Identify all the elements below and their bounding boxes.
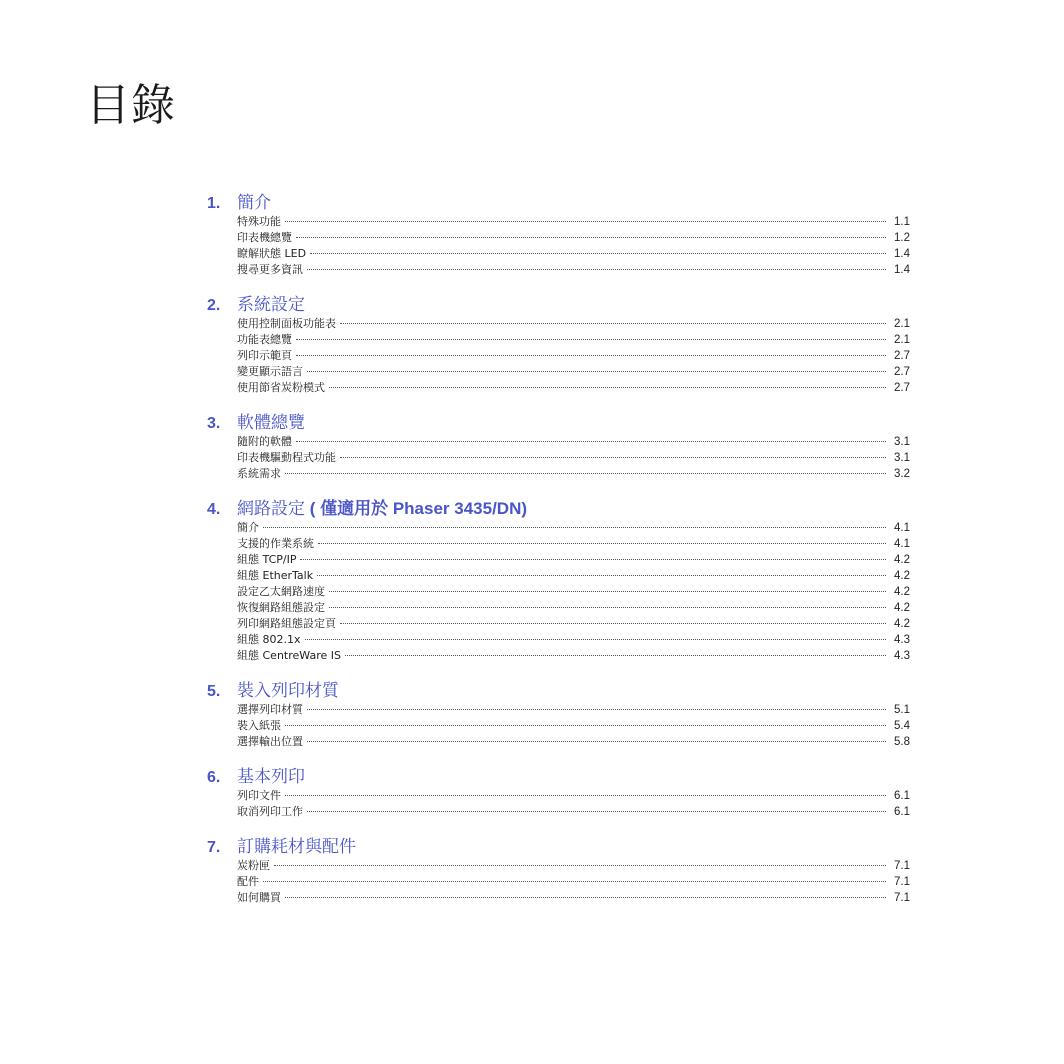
entry-page-number: 1.2 xyxy=(894,232,910,244)
entry-label: 系統需求 xyxy=(237,467,281,480)
dot-leader xyxy=(296,355,886,356)
entry-page-number: 1.1 xyxy=(894,216,910,228)
entry-label: 印表機驅動程式功能 xyxy=(237,451,336,464)
toc-entry[interactable] xyxy=(237,466,910,482)
toc-entry[interactable] xyxy=(237,348,910,364)
entry-page-number: 4.1 xyxy=(894,538,910,550)
entry-label: 變更顯示語言 xyxy=(237,365,303,378)
chapter-title-text: 網路設定 xyxy=(237,499,305,519)
chapter-title: 簡介 xyxy=(237,193,271,213)
dot-leader xyxy=(318,543,886,544)
entry-label: 列印網路組態設定頁 xyxy=(237,617,336,630)
dot-leader xyxy=(307,371,886,372)
dot-leader xyxy=(340,323,886,324)
entry-page-number: 4.1 xyxy=(894,522,910,534)
entry-page-number: 3.1 xyxy=(894,436,910,448)
toc-entry[interactable] xyxy=(237,702,910,718)
dot-leader xyxy=(307,709,886,710)
dot-leader xyxy=(307,811,886,812)
toc-entry[interactable] xyxy=(237,520,910,536)
toc-entry[interactable] xyxy=(237,332,910,348)
chapter-number: 5. xyxy=(207,683,221,700)
chapter-heading[interactable] xyxy=(207,680,910,702)
dot-leader xyxy=(285,473,886,474)
entry-page-number: 3.2 xyxy=(894,468,910,480)
dot-leader xyxy=(263,527,886,528)
entry-page-number: 6.1 xyxy=(894,806,910,818)
dot-leader xyxy=(340,623,886,624)
entry-label: 瞭解狀態 LED xyxy=(237,247,307,260)
toc-entry[interactable] xyxy=(237,380,910,396)
entry-page-number: 5.1 xyxy=(894,704,910,716)
chapter-title xyxy=(237,498,527,520)
chapter-4 xyxy=(207,498,910,664)
entry-label: 裝入紙張 xyxy=(237,719,281,732)
dot-leader xyxy=(296,339,886,340)
entry-page-number: 6.1 xyxy=(894,790,910,802)
chapter-title: 訂購耗材與配件 xyxy=(237,837,356,857)
entry-page-number: 5.8 xyxy=(894,736,910,748)
chapter-heading[interactable] xyxy=(207,192,910,214)
toc-entry[interactable] xyxy=(237,734,910,750)
toc-entry[interactable] xyxy=(237,648,910,664)
entry-page-number: 4.2 xyxy=(894,570,910,582)
dot-leader xyxy=(296,441,886,442)
entry-label: 配件 xyxy=(237,875,259,888)
toc-entry[interactable] xyxy=(237,616,910,632)
dot-leader xyxy=(274,865,886,866)
dot-leader xyxy=(285,897,886,898)
entry-label: 設定乙太網路速度 xyxy=(237,585,325,598)
entry-label: 組態 CentreWare IS xyxy=(237,649,341,662)
dot-leader xyxy=(329,591,886,592)
toc-entry[interactable] xyxy=(237,788,910,804)
dot-leader xyxy=(300,559,886,560)
toc-entry[interactable] xyxy=(237,434,910,450)
entry-label: 簡介 xyxy=(237,521,259,534)
dot-leader xyxy=(296,237,886,238)
chapter-number: 2. xyxy=(207,297,221,314)
toc-entry[interactable] xyxy=(237,450,910,466)
entry-page-number: 2.7 xyxy=(894,350,910,362)
chapter-heading[interactable] xyxy=(207,294,910,316)
entry-page-number: 4.2 xyxy=(894,554,910,566)
toc-entry[interactable] xyxy=(237,364,910,380)
entry-label: 支援的作業系統 xyxy=(237,537,314,550)
page-title: 目錄 xyxy=(86,80,176,131)
toc-entry[interactable] xyxy=(237,316,910,332)
entry-page-number: 1.4 xyxy=(894,248,910,260)
chapter-2 xyxy=(207,294,910,396)
entry-label: 炭粉匣 xyxy=(237,859,270,872)
toc-entry[interactable] xyxy=(237,600,910,616)
entry-label: 特殊功能 xyxy=(237,215,281,228)
chapter-number: 6. xyxy=(207,769,221,786)
chapter-heading[interactable] xyxy=(207,836,910,858)
entry-page-number: 2.7 xyxy=(894,366,910,378)
entry-page-number: 7.1 xyxy=(894,876,910,888)
entry-label: 選擇列印材質 xyxy=(237,703,303,716)
entry-page-number: 2.1 xyxy=(894,318,910,330)
chapter-title: 系統設定 xyxy=(237,295,305,315)
table-of-contents xyxy=(207,192,910,922)
dot-leader xyxy=(285,221,886,222)
entry-page-number: 4.2 xyxy=(894,618,910,630)
dot-leader xyxy=(307,269,886,270)
chapter-title: 基本列印 xyxy=(237,767,305,787)
chapter-3 xyxy=(207,412,910,482)
chapter-heading[interactable] xyxy=(207,498,910,520)
chapter-1 xyxy=(207,192,910,278)
toc-entry[interactable] xyxy=(237,214,910,230)
entry-page-number: 7.1 xyxy=(894,860,910,872)
chapter-title-suffix: ( 僅適用於 Phaser 3435/DN) xyxy=(305,499,528,518)
dot-leader xyxy=(307,741,886,742)
entry-label: 組態 802.1x xyxy=(237,633,301,646)
entry-page-number: 3.1 xyxy=(894,452,910,464)
entry-label: 如何購買 xyxy=(237,891,281,904)
chapter-7 xyxy=(207,836,910,906)
toc-entry[interactable] xyxy=(237,718,910,734)
entry-label: 功能表總覽 xyxy=(237,333,292,346)
toc-entry[interactable] xyxy=(237,262,910,278)
entry-label: 選擇輸出位置 xyxy=(237,735,303,748)
chapter-number: 3. xyxy=(207,415,221,432)
dot-leader xyxy=(305,639,887,640)
entry-page-number: 4.3 xyxy=(894,650,910,662)
entry-page-number: 5.4 xyxy=(894,720,910,732)
toc-entry[interactable] xyxy=(237,804,910,820)
chapter-5 xyxy=(207,680,910,750)
entry-label: 使用控制面板功能表 xyxy=(237,317,336,330)
dot-leader xyxy=(345,655,886,656)
dot-leader xyxy=(317,575,886,576)
toc-entry[interactable] xyxy=(237,552,910,568)
toc-entry[interactable] xyxy=(237,568,910,584)
entry-label: 搜尋更多資訊 xyxy=(237,263,303,276)
chapter-number: 1. xyxy=(207,195,221,212)
entry-page-number: 4.3 xyxy=(894,634,910,646)
chapter-6 xyxy=(207,766,910,820)
chapter-heading[interactable] xyxy=(207,766,910,788)
entry-page-number: 4.2 xyxy=(894,602,910,614)
dot-leader xyxy=(329,607,886,608)
chapter-title: 軟體總覽 xyxy=(237,413,305,433)
toc-entry[interactable] xyxy=(237,246,910,262)
entry-label: 組態 TCP/IP xyxy=(237,553,297,566)
entry-label: 列印文件 xyxy=(237,789,281,802)
entry-label: 使用節省炭粉模式 xyxy=(237,381,325,394)
toc-entry[interactable] xyxy=(237,536,910,552)
entry-label: 恢復網路組態設定 xyxy=(237,601,325,614)
dot-leader xyxy=(285,795,886,796)
entry-page-number: 7.1 xyxy=(894,892,910,904)
entry-label: 印表機總覽 xyxy=(237,231,292,244)
dot-leader xyxy=(340,457,886,458)
entry-label: 列印示範頁 xyxy=(237,349,292,362)
toc-entry[interactable] xyxy=(237,230,910,246)
entry-page-number: 4.2 xyxy=(894,586,910,598)
entry-label: 隨附的軟體 xyxy=(237,435,292,448)
dot-leader xyxy=(285,725,886,726)
chapter-title: 裝入列印材質 xyxy=(237,681,339,701)
toc-entry[interactable] xyxy=(237,632,910,648)
entry-page-number: 2.7 xyxy=(894,382,910,394)
entry-page-number: 2.1 xyxy=(894,334,910,346)
chapter-number: 4. xyxy=(207,501,221,518)
dot-leader xyxy=(329,387,886,388)
toc-entry[interactable] xyxy=(237,874,910,890)
toc-entry[interactable] xyxy=(237,890,910,906)
entry-label: 取消列印工作 xyxy=(237,805,303,818)
entry-page-number: 1.4 xyxy=(894,264,910,276)
chapter-heading[interactable] xyxy=(207,412,910,434)
dot-leader xyxy=(263,881,886,882)
entry-label: 組態 EtherTalk xyxy=(237,569,314,582)
toc-entry[interactable] xyxy=(237,584,910,600)
dot-leader xyxy=(310,253,886,254)
toc-entry[interactable] xyxy=(237,858,910,874)
chapter-number: 7. xyxy=(207,839,221,856)
